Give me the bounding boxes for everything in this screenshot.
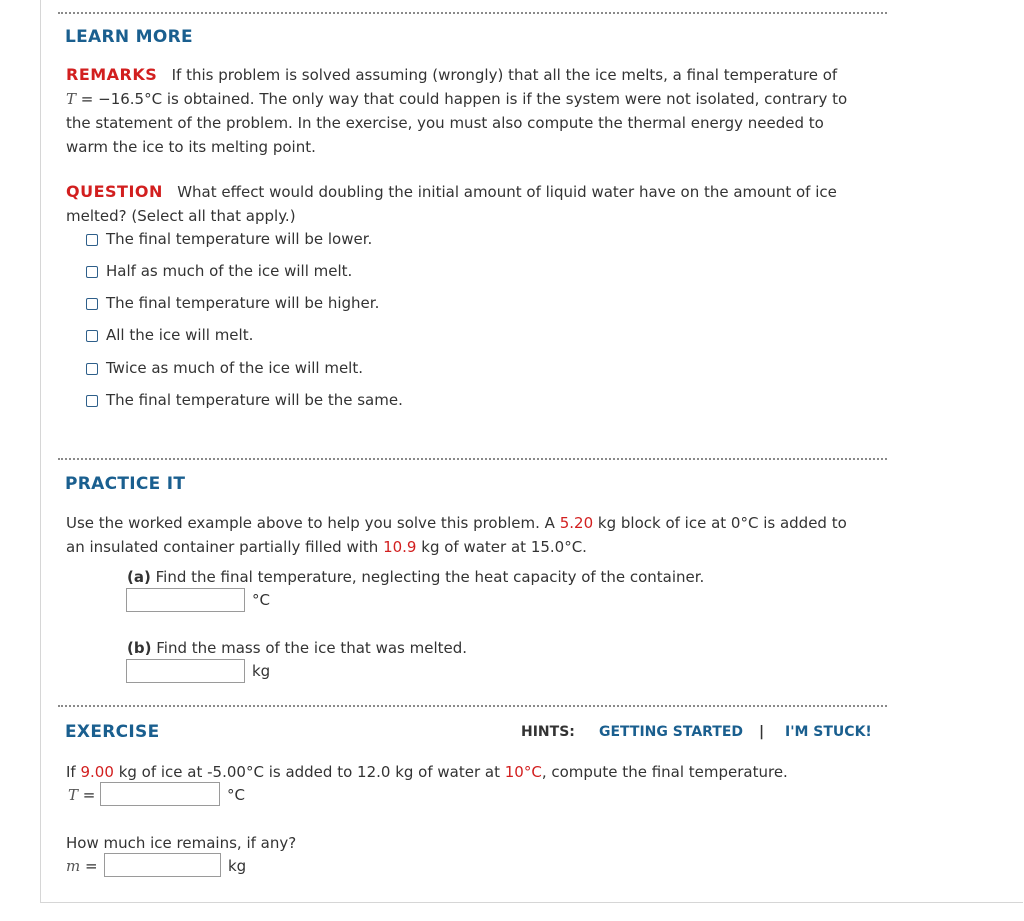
practice-text: kg block of ice at 0°C is added to — [597, 514, 847, 532]
section-divider — [58, 705, 887, 707]
final-temperature-input[interactable] — [126, 588, 245, 612]
checkbox[interactable] — [86, 395, 98, 407]
remarks-line-3: the statement of the problem. In the exercise, you must also compute the thermal energy needed to — [66, 114, 824, 132]
hint-getting-started-link[interactable]: GETTING STARTED — [599, 724, 744, 740]
section-divider — [58, 12, 887, 14]
part-b-prompt — [127, 638, 467, 658]
melted-mass-input[interactable] — [126, 659, 245, 683]
part-b-label: (b) — [127, 639, 152, 657]
remarks-line-1 — [66, 65, 837, 85]
t-var: T — [68, 786, 79, 804]
exercise-ice-mass: 9.00 — [80, 763, 114, 781]
checkbox[interactable] — [86, 234, 98, 246]
exercise-water-temp: 10°C — [504, 763, 542, 781]
part-b-text: Find the mass of the ice that was melted. — [156, 639, 468, 657]
remarks-text-2: = −16.5°C is obtained. The only way that could happen is if the system were not isolated, contrary to — [80, 90, 848, 108]
part-a-unit: °C — [252, 591, 270, 609]
m-var: m — [66, 857, 81, 875]
exercise-text: kg of ice at -5.00°C is added to 12.0 kg of water at — [118, 763, 500, 781]
practice-line-1 — [66, 513, 847, 533]
practice-heading: PRACTICE IT — [65, 474, 186, 494]
exercise-statement — [66, 762, 788, 782]
practice-text: an insulated container partially filled with — [66, 538, 379, 556]
t-equals: = — [82, 786, 96, 804]
m-equals: = — [85, 857, 98, 875]
practice-text: Use the worked example above to help you solve this problem. A — [66, 514, 555, 532]
checkbox[interactable] — [86, 266, 98, 278]
option-checkbox-row[interactable] — [86, 390, 403, 410]
m-unit: kg — [228, 857, 247, 875]
t-unit: °C — [227, 786, 245, 804]
remarks-line-2 — [66, 89, 847, 109]
water-mass-value: 10.9 — [383, 538, 417, 556]
option-checkbox-row[interactable] — [86, 358, 363, 378]
hint-separator: | — [759, 724, 765, 740]
hint-stuck-link[interactable]: I'M STUCK! — [785, 724, 872, 740]
exercise-text: , compute the final temperature. — [541, 763, 788, 781]
remaining-ice-input[interactable] — [104, 853, 221, 877]
question-line-1 — [66, 182, 837, 202]
ice-mass-value: 5.20 — [559, 514, 594, 532]
practice-line-2 — [66, 537, 587, 557]
learn-more-heading: LEARN MORE — [65, 27, 193, 47]
option-label: Half as much of the ice will melt. — [106, 262, 353, 280]
option-checkbox-row[interactable] — [86, 325, 253, 345]
option-label: The final temperature will be lower. — [106, 230, 373, 248]
option-checkbox-row[interactable] — [86, 293, 379, 313]
practice-text: kg of water at 15.0°C. — [421, 538, 587, 556]
option-label: All the ice will melt. — [106, 326, 254, 344]
checkbox[interactable] — [86, 330, 98, 342]
remarks-line-4: warm the ice to its melting point. — [66, 138, 316, 156]
section-divider — [58, 458, 887, 460]
remarks-text-1: If this problem is solved assuming (wrongly) that all the ice melts, a final temperature of — [171, 66, 838, 84]
remarks-label: REMARKS — [66, 65, 158, 84]
hints-label: HINTS: — [521, 724, 575, 740]
part-a-text: Find the final temperature, neglecting the heat capacity of the container. — [155, 568, 705, 586]
part-b-unit: kg — [252, 662, 271, 680]
part-a-prompt — [127, 567, 704, 587]
exercise-text: If — [66, 763, 76, 781]
remarks-temperature-var: T — [66, 90, 77, 108]
checkbox[interactable] — [86, 363, 98, 375]
exercise-heading: EXERCISE — [65, 722, 160, 742]
m-label — [66, 856, 98, 876]
option-label: The final temperature will be higher. — [106, 294, 380, 312]
exercise-temperature-input[interactable] — [100, 782, 220, 806]
option-label: The final temperature will be the same. — [106, 391, 403, 409]
question-line-2: melted? (Select all that apply.) — [66, 207, 296, 225]
question-label: QUESTION — [66, 182, 163, 201]
question-text-1: What effect would doubling the initial amount of liquid water have on the amount of ice — [177, 183, 837, 201]
t-label — [68, 785, 95, 805]
option-checkbox-row[interactable] — [86, 229, 372, 249]
part-a-label: (a) — [127, 568, 151, 586]
option-checkbox-row[interactable] — [86, 261, 352, 281]
remain-question: How much ice remains, if any? — [66, 834, 297, 852]
checkbox[interactable] — [86, 298, 98, 310]
option-label: Twice as much of the ice will melt. — [106, 359, 363, 377]
